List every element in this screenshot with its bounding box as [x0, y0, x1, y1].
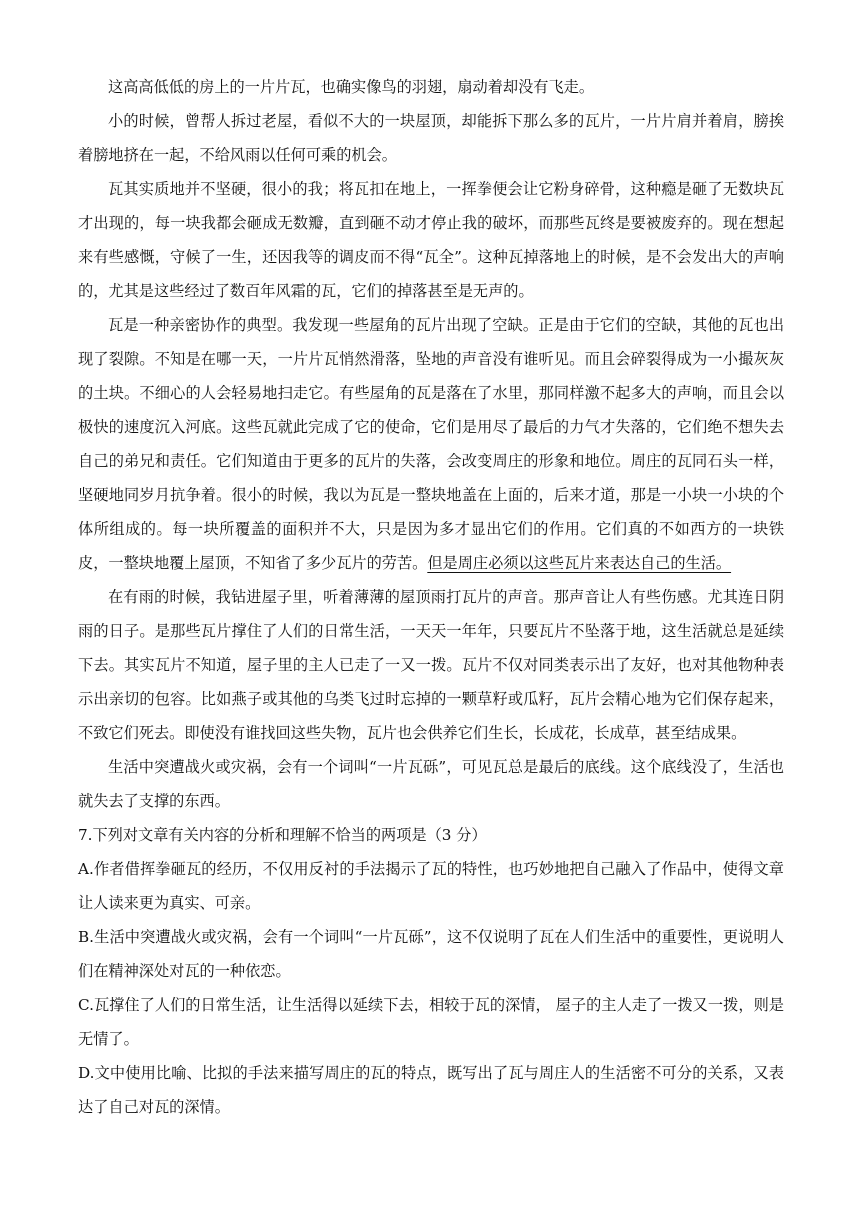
article-paragraph-3: 瓦其实质地并不坚硬，很小的我；将瓦扣在地上，一挥拳便会让它粉身碎骨，这种瘾是砸了无数块瓦才出现的，每一块我都会砸成无数瓣，直到砸不动才停止我的破坏，而那些瓦终是要被废弃的。现在想起来有些感慨，守候了一生，还因我等的调皮而不得“瓦全”。这种瓦掉落地上的时候，是不会发出大的声响的，尤其是这些经过了数百年风霜的瓦，它们的掉落甚至是无声的。 — [78, 180, 784, 300]
question-title: 7.下列对文章有关内容的分析和理解不恰当的两项是（3 分） — [78, 826, 487, 844]
article-paragraph-4 — [78, 308, 784, 580]
article-paragraph-4-text: 瓦是一种亲密协作的典型。我发现一些屋角的瓦片出现了空缺。正是由于它们的空缺，其他的瓦也出现了裂隙。不知是在哪一天，一片片瓦悄然滑落，坠地的声音没有谁听见。而且会碎裂得成为一小撮灰灰的土块。不细心的人会轻易地扫走它。有些屋角的瓦是落在了水里，那同样激不起多大的声响，而且会以极快的速度沉入河底。这些瓦就此完成了它的使命，它们是用尽了最后的力气才失落的，它们绝不想失去自己的弟兄和责任。它们知道由于更多的瓦片的失落，会改变周庄的形象和地位。周庄的瓦同石头一样，坚硬地同岁月抗争着。很小的时候，我以为瓦是一整块地盖在上面的，后来才道，那是一小块一小块的个体所组成的。每一块所覆盖的面积并不大，只是因为多才显出它们的作用。它们真的不如西方的一块铁皮，一整块地覆上屋顶，不知省了多少瓦片的劳苦。 — [78, 316, 784, 572]
underlined-sentence: 但是周庄必须以这些瓦片来表达自己的生活。 — [427, 554, 732, 572]
article-paragraph-5: 在有雨的时候，我钻进屋子里，听着薄薄的屋顶雨打瓦片的声音。那声音让人有些伤感。尤其连日阴雨的日子。是那些瓦片撑住了人们的日常生活，一天天一年年，只要瓦片不坠落于地，这生活就总是延续下去。其实瓦片不知道，屋子里的主人已走了一又一拨。瓦片不仅对同类表示出了友好，也对其他物种表示出亲切的包容。比如燕子或其他的乌类飞过时忘掉的一颗草籽或瓜籽，瓦片会精心地为它们保存起来，不致它们死去。即使没有谁找回这些失物，瓦片也会供养它们生长，长成花，长成草，甚至结成果。 — [78, 588, 784, 742]
article-paragraph-6: 生活中突遭战火或灾祸，会有一个词叫“一片瓦砾”，可见瓦总是最后的底线。这个底线没了，生活也就失去了支撑的东西。 — [78, 758, 784, 810]
option-c: C.瓦撑住了人们的日常生活，让生活得以延续下去，相较于瓦的深情， 屋子的主人走了一拨又一拨，则是无情了。 — [78, 996, 784, 1048]
option-a: A.作者借挥拳砸瓦的经历，不仅用反衬的手法揭示了瓦的特性，也巧妙地把自己融入了作品中，使得文章让人读来更为真实、可亲。 — [78, 860, 784, 912]
article-paragraph-2: 小的时候，曾帮人拆过老屋，看似不大的一块屋顶，却能拆下那么多的瓦片，一片片肩并着肩，膀挨着膀地挤在一起，不给风雨以任何可乘的机会。 — [78, 112, 784, 164]
article-paragraph-1: 这高高低低的房上的一片片瓦，也确实像鸟的羽翅，扇动着却没有飞走。 — [108, 78, 594, 96]
option-b: B.生活中突遭战火或灾祸，会有一个词叫“一片瓦砾”，这不仅说明了瓦在人们生活中的重要性，更说明人们在精神深处对瓦的一种依恋。 — [78, 928, 784, 980]
document-page — [78, 70, 784, 1124]
option-d: D.文中使用比喻、比拟的手法来描写周庄的瓦的特点，既写出了瓦与周庄人的生活密不可分的关系，又表达了自己对瓦的深情。 — [78, 1064, 784, 1116]
